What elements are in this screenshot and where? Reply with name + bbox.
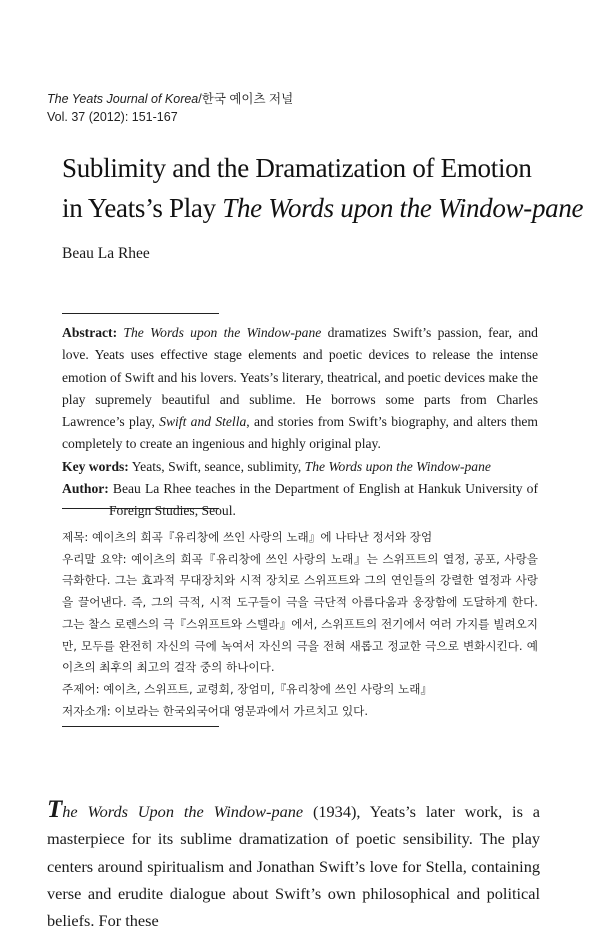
korean-keywords-line [62,679,538,701]
korean-author-line [62,701,538,723]
abstract-play-title: The Words upon the Window-pane [123,325,322,340]
author-note-text: Beau La Rhee teaches in the Department of English at Hankuk University of Foreign Studies, Seoul. [108,481,538,519]
journal-volume: Vol. 37 (2012): 151-167 [47,110,178,124]
korean-author-text: 이보라는 한국외국어대 영문과에서 가르치고 있다. [110,703,369,718]
korean-title-text: 예이츠의 희곡『유리창에 쓰인 사랑의 노래』에 나타난 정서와 장엄 [88,530,433,544]
title-play-name: The Words upon the Window-pane [222,193,584,223]
author-note-label: Author: [62,481,109,497]
journal-name-korean: /한국 예이츠 저널 [198,92,294,106]
korean-keywords-label: 주제어: [62,681,100,696]
korean-summary [62,549,538,679]
korean-keywords-text: 예이츠, 스위프트, 교령회, 장엄미,『유리창에 쓰인 사랑의 노래』 [99,681,433,696]
korean-summary-text: 예이츠의 희곡『유리창에 쓰인 사랑의 노래』는 스위프트의 열정, 공포, 사랑을 극화한다. 그는 효과적 무대장치와 시적 장치로 스위프트와 그의 연인들의 강렬한 열정과 사랑을 끌어낸다. 즉, 그의 극적, 시적 도구들이 극을 극단적 아름다움과 웅장함에 도달하게 한다. 그는 찰스 로렌스의 극『스위프트와 스텔라』에서, 스위프트의 전기에서 여러 가지를 빌려오지만, 모두를 완전히 자신의 극에 녹여서 자신의 극을 전혀 새롭고 정교한 극으로 변화시킨다. 예이츠의 최후의 최고의 걸작 중의 하나이다. [62,551,538,675]
body-play-title: he Words Upon the Window-pane [62,802,304,821]
journal-name: The Yeats Journal of Korea [47,92,199,106]
korean-summary-label: 우리말 요약: [62,551,127,566]
keywords-line [62,456,538,478]
abstract-block [62,322,538,523]
abstract-paragraph [62,322,538,456]
divider-middle [62,508,219,509]
journal-line [47,90,567,108]
abstract-text-2: , and stories from Swift’s biography, and alters them completely to create an ingenious and highly original play. [62,414,538,452]
title-line-2 [62,188,582,228]
korean-title-line [62,527,538,549]
keywords-label: Key words: [62,458,129,474]
body-paragraph-text: (1934), Yeats’s later work, is a masterpiece for its sublime dramatization of poetic sensibility. The play centers around spiritualism and Jonathan Swift’s love for Stella, containing verse and erudite dialogue about Swift’s own philosophical and political beliefs. For these [47,802,540,931]
abstract-label: Abstract: [62,325,118,340]
keywords-italic: The Words upon the Window-pane [304,458,491,474]
keywords-text: Yeats, Swift, seance, sublimity, [128,458,305,474]
journal-header [47,90,567,126]
body-paragraph [47,798,540,934]
paper-title [62,148,582,228]
body-text [47,798,540,934]
abstract-source-play: Swift and Stella [159,414,247,430]
korean-title-label: 제목: [62,530,89,544]
abstract-text-1: dramatizes Swift’s passion, fear, and love. Yeats uses effective stage elements and poetic devices to release the intense emotion of Swift and his lovers. Yeats’s literary, theatrical, and poetic devices make the play supremely beautiful and sublime. He borrows some parts from Charles Lawrence’s play, [62,325,538,430]
drop-cap: T [47,796,63,823]
title-line-2-prefix: in Yeats’s Play [62,193,223,223]
korean-abstract-block [62,527,538,722]
author-note [62,478,538,523]
title-line-1: Sublimity and the Dramatization of Emotion [62,153,532,183]
divider-top [62,313,219,314]
author-name: Beau La Rhee [62,245,150,262]
korean-author-label: 저자소개: [62,703,111,718]
divider-bottom [62,726,219,727]
